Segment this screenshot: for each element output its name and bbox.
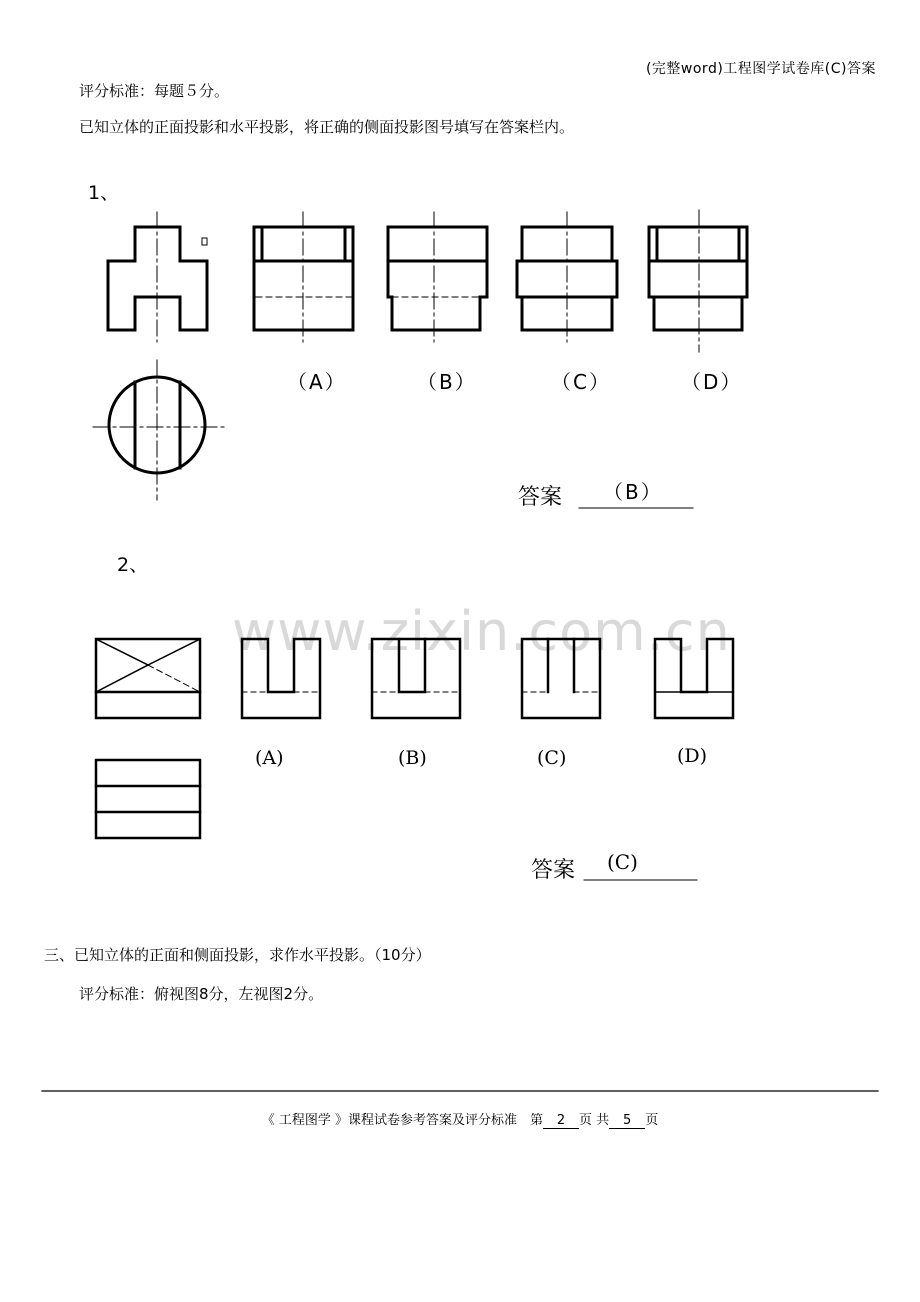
q2-answer-label: 答案 — [531, 858, 576, 883]
footer-total-pages: 5 — [609, 1113, 645, 1129]
q2-option-a-label: (A) — [255, 747, 284, 769]
q1-option-d-label: （D） — [681, 370, 743, 394]
q1-option-c-drawing — [517, 212, 617, 342]
footer-page-number: 2 — [543, 1113, 579, 1129]
q1-option-b-drawing — [388, 212, 487, 342]
q2-option-c-drawing — [522, 639, 600, 718]
q1-answer-value: （B） — [603, 480, 663, 504]
section-3-criteria: 评分标准：俯视图8分，左视图2分。 — [79, 985, 324, 1003]
q2-option-d-label: (D) — [677, 745, 708, 767]
footer-suffix: 页 — [645, 1113, 659, 1128]
instruction-text: 已知立体的正面投影和水平投影，将正确的侧面投影图号填写在答案栏内。 — [79, 118, 575, 136]
document-title: (完整word)工程图学试卷库(C)答案 — [645, 61, 876, 77]
q2-top-view — [96, 760, 200, 838]
q1-answer-label: 答案 — [518, 485, 563, 510]
question-1-number: 1、 — [88, 182, 120, 204]
q1-option-c-label: （C） — [551, 370, 611, 394]
q2-front-view — [96, 639, 200, 718]
footer-prefix: 《 工程图学 》课程试卷参考答案及评分标准 第 — [261, 1113, 544, 1128]
q2-option-d-drawing — [655, 639, 733, 718]
q2-option-b-label: (B) — [398, 747, 427, 769]
section-3-title: 三、已知立体的正面和侧面投影，求作水平投影。（10分） — [44, 946, 431, 964]
q1-option-d-drawing — [649, 210, 747, 352]
q1-option-a-label: （A） — [287, 370, 347, 394]
q1-option-a-drawing — [254, 212, 353, 342]
grading-criteria: 评分标准：每题５分。 — [79, 82, 230, 100]
q2-answer-value: (C) — [607, 850, 638, 874]
q1-option-b-label: （B） — [417, 370, 477, 394]
q1-top-view — [93, 360, 226, 500]
q2-option-c-label: (C) — [537, 747, 567, 769]
footer-middle: 页 共 — [579, 1113, 610, 1128]
question-2-number: 2、 — [117, 554, 149, 576]
q2-option-b-drawing — [372, 639, 460, 718]
q1-front-view — [108, 212, 207, 342]
watermark: www.zixin.com.cn — [232, 600, 731, 663]
q2-option-a-drawing — [242, 639, 320, 718]
